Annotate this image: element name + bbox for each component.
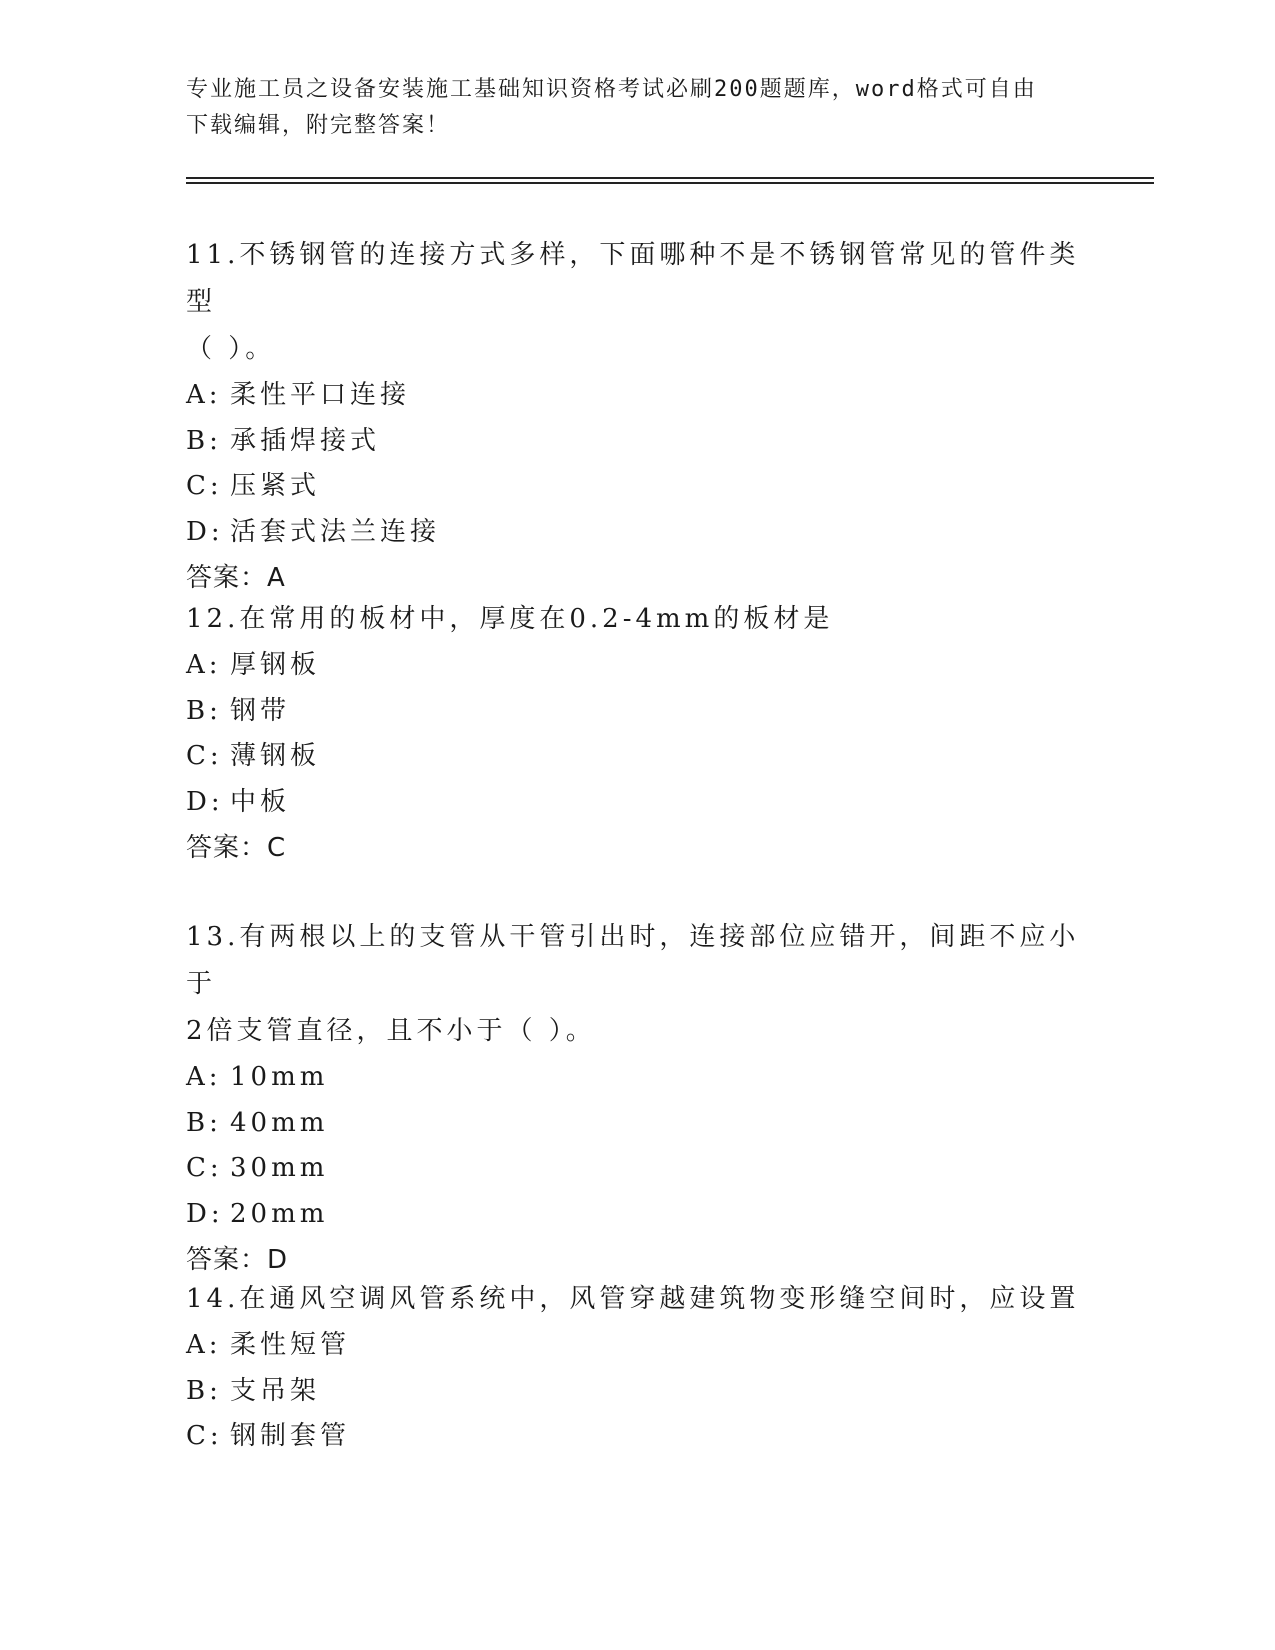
question-11 (186, 232, 1086, 601)
option-letter: B: (186, 1107, 222, 1138)
option-text: 20mm (230, 1198, 329, 1229)
header-line-1: 专业施工员之设备安装施工基础知识资格考试必刷200题题库，word格式可自由 (186, 77, 1037, 102)
option-text: 承插焊接式 (230, 425, 381, 456)
option-text: 钢带 (230, 695, 291, 726)
option-letter: A: (186, 650, 222, 680)
option-letter: A: (186, 380, 222, 410)
option-letter: C: (186, 1153, 223, 1183)
option-d (186, 510, 1086, 556)
option-c (186, 464, 1086, 510)
header-line-2: 下载编辑，附完整答案！ (186, 113, 451, 138)
option-text: 压紧式 (230, 471, 321, 501)
option-b (186, 1101, 1086, 1147)
question-stem-continued: 2倍支管直径，且不小于（ ）。 (186, 1016, 596, 1046)
option-text: 10mm (230, 1062, 329, 1092)
question-stem: 12.在常用的板材中，厚度在0.2-4mm的板材是 (186, 604, 834, 634)
option-a (186, 373, 1086, 419)
option-c (186, 734, 1086, 780)
header-divider-top (186, 177, 1154, 179)
option-text: 钢制套管 (230, 1421, 351, 1451)
question-14 (186, 1276, 1086, 1460)
document-header (186, 72, 1066, 144)
option-text: 支吊架 (230, 1375, 321, 1406)
option-text: 柔性短管 (230, 1330, 351, 1360)
option-a (186, 643, 1086, 689)
option-b (186, 419, 1086, 465)
option-letter: C: (186, 741, 223, 771)
option-c (186, 1146, 1086, 1192)
option-letter: D: (186, 786, 224, 817)
header-divider-bottom (186, 182, 1154, 184)
question-13 (186, 914, 1086, 1283)
option-letter: D: (186, 1198, 224, 1229)
option-text: 柔性平口连接 (230, 380, 411, 410)
option-text: 30mm (230, 1153, 329, 1183)
question-stem: 13.有两根以上的支管从干管引出时，连接部位应错开，间距不应小于 (186, 922, 1080, 999)
option-c (186, 1414, 1086, 1460)
option-text: 厚钢板 (230, 650, 321, 680)
question-stem-continued: （ ）。 (186, 334, 276, 364)
option-letter: C: (186, 1421, 223, 1451)
question-stem: 14.在通风空调风管系统中，风管穿越建筑物变形缝空间时，应设置 (186, 1284, 1080, 1314)
option-text: 中板 (230, 786, 291, 817)
option-letter: B: (186, 1375, 222, 1406)
option-letter: D: (186, 516, 224, 547)
option-a (186, 1055, 1086, 1101)
option-b (186, 1369, 1086, 1415)
option-text: 活套式法兰连接 (230, 516, 441, 547)
answer-line: 答案：D (186, 1245, 289, 1275)
option-text: 薄钢板 (230, 741, 321, 771)
option-letter: A: (186, 1330, 222, 1360)
option-letter: B: (186, 695, 222, 726)
option-d (186, 780, 1086, 826)
option-b (186, 689, 1086, 735)
option-d (186, 1192, 1086, 1238)
option-letter: B: (186, 425, 222, 456)
answer-line: 答案：A (186, 563, 286, 593)
question-12 (186, 596, 1086, 871)
option-letter: A: (186, 1062, 222, 1092)
option-a (186, 1323, 1086, 1369)
answer-line: 答案：C (186, 833, 287, 863)
question-stem: 11.不锈钢管的连接方式多样，下面哪种不是不锈钢管常见的管件类型 (186, 240, 1080, 317)
option-text: 40mm (230, 1107, 329, 1138)
option-letter: C: (186, 471, 223, 501)
